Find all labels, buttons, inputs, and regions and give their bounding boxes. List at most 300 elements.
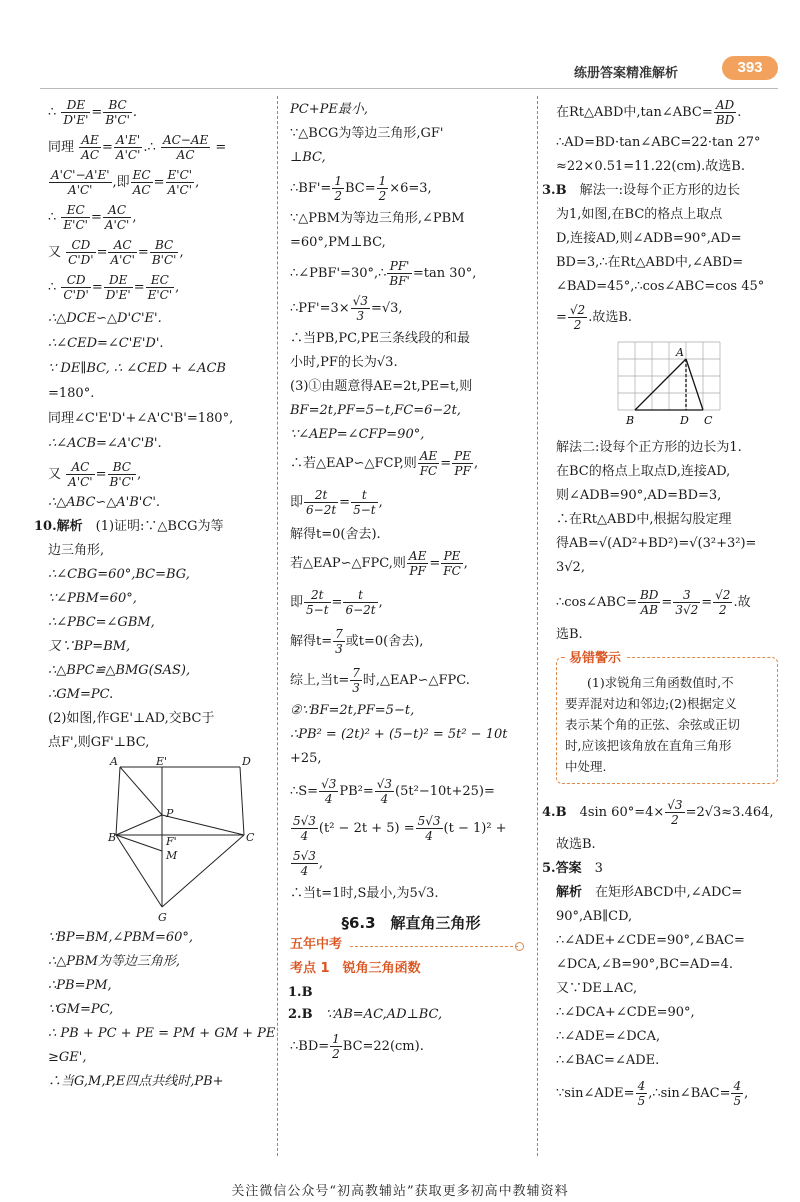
den: C'D' [63,288,89,302]
line: ∠DCA,∠B=90°,BC=AD=4. [556,957,734,972]
num: t [343,588,377,603]
column-1 [34,98,276,1094]
num: A'C'−A'E' [51,168,110,182]
line: ∴ $\frac{CD}{C'D'}$ = $\frac{DE}{D'E'}$ = $\frac{EC}{E'C'}$ , [48,273,180,302]
line [542,798,778,827]
den: PF [454,464,471,478]
den: D'E' [63,113,89,127]
den: A'C' [104,218,130,232]
text: 同理 [48,140,75,155]
text: ∴BF'= [290,181,332,196]
num: CD [61,273,90,288]
den: BF' [389,274,410,288]
line: ∴PB² = (2t)² + (5−t)² = 5t² − 10t [290,727,508,742]
label-P: P [166,807,174,820]
question-number: 10.解析 [34,519,83,534]
line: 要弄混对边和邻边;(2)根据定义 [565,696,737,711]
line: 故选B. [556,837,596,852]
fraction [568,303,587,332]
den: 4 [380,792,389,806]
line [542,857,778,881]
page-header-title: 练册答案精准解析 [574,66,679,81]
text: (t² − 2t + 5) = [318,821,415,836]
fraction [665,798,684,827]
banner-rule [350,946,518,947]
line: ∵GM=PC, [48,1002,114,1017]
text: 解法一:设每个正方形的边长 [579,183,740,198]
den: FC [443,564,461,578]
segment-BP [116,815,162,835]
num: AC [66,460,94,475]
line: (1)求锐角三角函数值时,不 [587,675,734,690]
line [542,179,778,203]
warning-box [556,651,778,784]
answer: 2.B [288,1007,313,1022]
line: ∴∠DCA+∠CDE=90°, [556,1005,695,1020]
line: ∴∠BAC=∠ADE. [556,1053,660,1068]
num: AC [103,203,131,218]
line [290,777,532,806]
fraction [731,1079,743,1108]
line [290,259,532,288]
den: 2 [378,189,387,203]
text: (5t²−10t+25)= [395,784,495,799]
line: $\frac{A'C'-A'E'}{A'C'}$ ,即 $\frac{EC}{AC}$ = $\frac{E'C'}{A'C'}$ , [51,168,200,197]
label-D: D [242,755,251,768]
num: √3 [376,777,393,791]
fraction [103,203,131,232]
line: 在BC的格点上取点D,连接AD, [556,464,731,479]
num: 7 [335,627,343,641]
text: ×6=3, [389,181,432,196]
fraction [103,98,132,127]
den: AB [640,603,658,617]
line: BF=2t,PF=5−t,FC=6−2t, [290,403,461,418]
segment-CP [162,815,244,835]
line: 解法二:设每个正方形的边长为1. [556,440,742,455]
text: = [215,140,227,155]
text: ,即 [112,175,130,190]
line: ⊥BC, [290,150,326,165]
line: ∴AD=BD·tan∠ABC=22·tan 27° [556,135,761,150]
fraction [104,273,133,302]
fraction [330,1032,342,1061]
line: ∵∠AEP=∠CFP=90°, [290,427,425,442]
line: 在Rt△ABD中,tan∠ABC= $\frac{AD}{BD}$ . [556,98,742,127]
fraction [304,488,338,517]
num: BC [108,460,137,475]
line: 即 $\frac{2t}{6-2t}$ = $\frac{t}{5-t}$ , [290,488,383,517]
den: 5−t [306,603,329,617]
num: 4 [733,1079,742,1093]
den: E'C' [147,288,173,302]
line: ≥GE', [48,1050,87,1065]
fraction [291,849,318,878]
label-B: B [626,414,635,427]
text: =2√3≈3.464, [685,805,774,820]
line: PC+PE最小, [290,102,368,117]
segment-BM [116,835,162,851]
den: C'D' [68,253,94,267]
text: 综上,当t= [290,673,350,688]
line: 90°,AB∥CD, [556,909,633,924]
fraction [161,133,210,162]
line [556,1079,778,1108]
fraction [114,133,142,162]
fraction [304,588,331,617]
fraction [638,588,660,617]
line: ∴cos∠ABC= $\frac{BD}{AB}$ = $\frac{3}{3√2}$ = $\frac{√2}{2}$ .故 [556,588,751,617]
line: 选B. [556,627,583,642]
text: ∴∠PBF'=30°,∴ [290,266,387,281]
text: , [744,1086,749,1101]
den: 3 [356,309,365,323]
num: 1 [334,174,342,188]
line [290,174,532,203]
grid-figure [612,336,732,432]
line: ∠BAD=45°,∴cos∠ABC=cos 45° [556,279,765,294]
text: ∴若△EAP∽△FCP,则 [290,456,417,471]
line: ∴GM=PC. [48,687,114,702]
line: 若△EAP∽△FPC,则 $\frac{AE}{PF}$ = $\frac{PE}{FC}$ , [290,549,468,578]
text: ∴ [147,140,156,155]
text: .故选B. [588,310,633,325]
line [290,1032,532,1061]
text: 又 [48,467,62,482]
line: ∴当t=1时,S最小,为5√3. [290,886,439,901]
label-C: C [246,831,255,844]
line: 又∵BP=BM, [48,639,131,654]
text: BC=22(cm). [342,1039,424,1054]
num: 3 [673,588,700,603]
line: ∴若△EAP∽△FCP,则 $\frac{AE}{FC}$ = $\frac{PE}{PF}$ , [290,449,479,478]
fraction [61,98,90,127]
label-E: E' [156,755,168,768]
fraction [714,98,736,127]
text: ∴BD= [290,1039,330,1054]
num: 1 [378,174,387,188]
den: 3 [335,642,343,656]
text: 在矩形ABCD中,∠ADC= [595,885,743,900]
fraction [351,294,370,323]
den: A'C' [68,475,93,489]
den: 6−2t [345,603,376,617]
den: BD [715,113,735,127]
text: ,∴sin∠BAC= [648,1086,731,1101]
num: AC−AE [162,133,209,147]
fraction [441,549,463,578]
fraction [166,168,195,197]
den: 4 [324,792,333,806]
den: B'C' [105,113,130,127]
line: ∴△ABC∽△A'B'C'. [48,495,161,510]
line: ②∵BF=2t,PF=5−t, [290,703,415,718]
line: ∵△BCG为等边三角形,GF' [290,126,444,141]
line: 同理∠C'E'D'+∠A'C'B'=180°, [48,411,234,426]
text: ∴ [48,210,57,225]
label-A: A [676,346,684,359]
fraction [108,460,137,489]
num: BC [150,238,179,253]
line: 小时,PF的长为√3. [290,355,398,370]
num: AE [418,449,440,464]
fraction [49,168,112,197]
line: ∴∠PBC=∠GBM, [48,615,155,630]
fraction [333,627,345,656]
line: 时,应该把该角放在直角三角形 [565,738,732,753]
page-number: 393 [722,56,778,80]
line [290,666,532,695]
line: ∴∠ADE+∠CDE=90°,∠BAC= [556,933,745,948]
answer: 3.B [542,183,567,198]
den: PF [409,564,426,578]
num: CD [66,238,95,253]
den: B'C' [151,253,177,267]
line: 即 $\frac{2t}{5-t}$ = $\frac{t}{6-2t}$ , [290,588,383,617]
num: AE [408,549,427,563]
footer-note: 关注微信公众号“初高教辅站”获取更多初高中教辅资料 [231,1184,569,1199]
line: 又 $\frac{AC}{A'C'}$ = $\frac{BC}{B'C'}$ , [48,460,142,489]
line [290,849,532,878]
num: PF' [387,259,411,274]
num: AD [714,98,736,113]
den: AC [176,148,195,162]
line: 同理 $\frac{AE}{AC}$ = $\frac{A'E'}{A'C'}$ .∴ $\frac{AC-AE}{AC}$ = [48,133,227,162]
topic-heading: 考点 1 锐角三角函数 [290,961,421,976]
fraction [66,460,94,489]
fraction [377,174,389,203]
fraction [343,588,377,617]
num: 5√3 [417,814,441,828]
den: A'C' [68,183,93,197]
num: EC [61,203,90,218]
num: √3 [321,777,337,791]
line: =180°. [48,386,95,401]
den: 6−2t [306,503,337,517]
segment-AB [116,767,120,835]
num: EC [132,168,151,182]
fraction [452,449,473,478]
text: (1)证明:∵△BCG为等 [95,519,224,534]
segment-AB [635,359,686,410]
text: ∵AB=AC,AD⊥BC, [325,1007,443,1022]
line: ∴∠CBG=60°,BC=BG, [48,567,190,582]
den: 2 [671,813,679,827]
line: ∵△PBM为等边三角形,∠PBM [290,211,465,226]
line: = $\frac{√2}{2}$ .故选B. [556,303,633,332]
label-A: A [110,755,118,768]
line: 又 $\frac{CD}{C'D'}$ = $\frac{AC}{A'C'}$ = $\frac{BC}{B'C'}$ , [48,238,184,267]
num: 2t [304,588,331,603]
line: ∴当G,M,P,E四点共线时,PB+ [48,1074,224,1089]
line: ∵BP=BM,∠PBM=60°, [48,930,194,945]
text: 4sin 60°=4× [579,805,665,820]
label-C: C [704,414,713,427]
line: 解得t=0(舍去). [290,527,381,542]
fraction [636,1079,648,1108]
num: E'C' [167,168,193,182]
fraction [407,549,428,578]
geometry-figure [108,755,260,924]
banner-label: 五年中考 [290,937,343,952]
fraction [61,273,90,302]
segment-AP [120,767,162,815]
den: 4 [425,829,433,843]
text: =√3, [370,301,403,316]
fraction [673,588,700,617]
num: DE [104,273,133,288]
den: 2 [334,189,342,203]
num: PE [454,449,471,463]
line: ∴∠ACB=∠A'C'B'. [48,436,162,451]
num: √3 [667,798,683,812]
text: BC= [344,181,376,196]
line: (2)如图,作GE'⊥AD,交BC于 [48,711,215,726]
num: BD [639,588,659,602]
line: 得AB=√(AD²+BD²)=√(3²+3²)= [556,536,757,551]
num: EC [146,273,175,288]
fraction [79,133,101,162]
den: A'C' [110,253,135,267]
line: ∴在Rt△ABD中,根据勾股定理 [556,512,732,527]
line: 又∵DE⊥AC, [556,981,638,996]
line [34,515,273,539]
fraction [108,238,136,267]
num: AE [79,133,101,148]
den: 5 [733,1094,742,1108]
den: FC [419,464,438,478]
text: 解得t= [290,634,333,649]
line [290,294,532,323]
den: 5−t [353,503,376,517]
den: AC [132,183,151,197]
line: 中处理. [565,759,607,774]
line: ∴∠CED=∠C'E'D'. [48,336,164,351]
fraction [387,259,411,288]
num: AC [108,238,136,253]
text: 即 [290,595,304,610]
text: 又 [48,245,62,260]
column-divider-1 [277,96,278,1156]
line: 则∠ADB=90°,AD=BD=3, [556,488,722,503]
fraction [416,814,443,843]
den: 4 [300,864,309,878]
den: 3 [352,681,360,695]
den: 2 [718,603,727,617]
line: +25, [290,751,322,766]
text: =tan 30°, [412,266,477,281]
text: 时,△EAP∽△FPC. [362,673,470,688]
line [290,627,532,656]
line: =60°,PM⊥BC, [290,235,386,250]
text: 或t=0(舍去), [345,634,424,649]
label-M: M [166,849,178,862]
den: 4 [300,829,309,843]
line: BD=3,∴在Rt△ABD中,∠ABD= [556,255,744,270]
label-F: F' [166,835,177,848]
line: ∴△DCE∽△D'C'E'. [48,311,162,326]
text: (t − 1)² + [443,821,507,836]
num: √3 [352,294,368,308]
fraction [351,488,378,517]
line: ∴ $\frac{DE}{D'E'}$ = $\frac{BC}{B'C'}$ . [48,98,138,127]
text: .故 [733,595,751,610]
num: BC [103,98,132,113]
text: PB²= [339,784,374,799]
answer: 5.答案 [542,861,582,876]
fraction [291,814,318,843]
text: ∴S= [290,784,319,799]
fraction [713,588,732,617]
fraction [66,238,95,267]
warning-title: 易错警示 [565,648,625,669]
den: A'C' [115,148,141,162]
num: 1 [332,1032,340,1046]
label: 解析 [556,885,583,900]
section-title: §6.3 解直角三角形 [341,914,481,932]
five-year-banner [290,936,532,954]
num: 5√3 [293,814,316,828]
num: DE [61,98,90,113]
answer: 1.B [288,985,313,1000]
label-D: D [680,414,689,427]
den: 3√2 [675,603,699,617]
num: √2 [569,303,586,317]
den: 2 [573,318,582,332]
den: A'C' [167,183,193,197]
fraction [150,238,179,267]
text: ∴ [48,105,57,120]
num: 5√3 [293,849,316,863]
line: 为1,如图,在BC的格点上取点 [556,207,723,222]
text: ∵sin∠ADE= [556,1086,635,1101]
num: PE [441,549,463,564]
segment-DC [240,767,244,835]
text: 若△EAP∽△FPC,则 [290,556,406,571]
fraction [418,449,440,478]
text: ∴ [48,280,57,295]
den: E'C' [63,218,88,232]
banner-dot [515,942,524,951]
text: 即 [290,495,304,510]
fraction [332,174,344,203]
line: ∵ DE∥BC, ∴ ∠CED + ∠ACB [48,361,226,376]
text: , [318,856,324,871]
fraction [375,777,394,806]
den: B'C' [109,475,135,489]
den: D'E' [105,288,131,302]
num: t [351,488,378,503]
line: ∴△PBM为等边三角形, [48,954,181,969]
line: ∴PB=PM, [48,978,112,993]
fraction [350,666,362,695]
line: 3√2, [556,560,585,575]
header-rule [40,88,778,89]
line: ∴△BPC≌△BMG(SAS), [48,663,191,678]
num: 4 [637,1079,646,1093]
line: ∴ $\frac{EC}{E'C'}$ = $\frac{AC}{A'C'}$ , [48,203,137,232]
line: ∴当PB,PC,PE三条线段的和最 [290,331,471,346]
den: 5 [637,1094,646,1108]
segment-AC [686,359,703,410]
fraction [131,168,153,197]
line: ≈22×0.51=11.22(cm).故选B. [556,159,745,174]
fraction [146,273,175,302]
line: ∴∠ADE=∠DCA, [556,1029,661,1044]
answer: 4.B [542,805,567,820]
den: AC [81,148,100,162]
line: ∵∠PBM=60°, [48,591,137,606]
